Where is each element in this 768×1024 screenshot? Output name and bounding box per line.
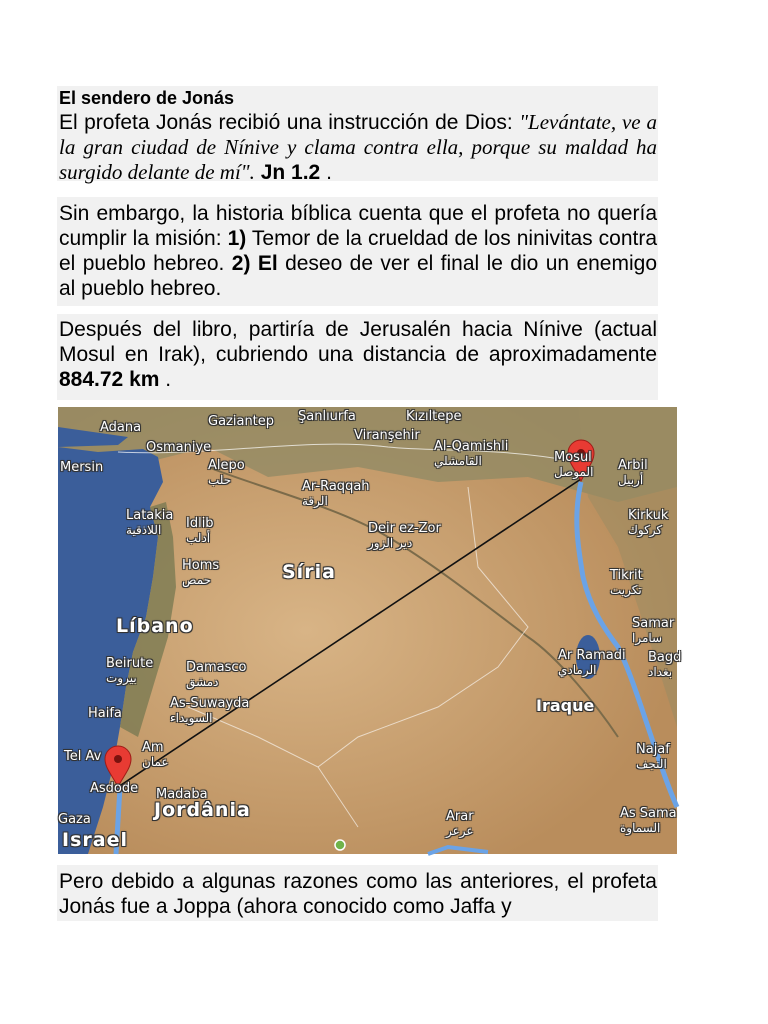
map-label: Ar Ramadi الرمادي xyxy=(558,648,626,677)
map-label: Adana xyxy=(100,420,142,435)
map-label: As Sama السماوة xyxy=(620,806,677,835)
paragraph-text: . xyxy=(320,161,332,184)
country-label: Iraque xyxy=(536,696,595,715)
country-label: Jordânia xyxy=(154,799,251,821)
paragraph-distance xyxy=(59,317,657,392)
route-map xyxy=(58,407,682,854)
paragraph-text: . xyxy=(159,368,172,391)
paragraph-text: Sin embargo, la historia bíblica cuenta que el profeta no quería cumplir la misión: xyxy=(59,202,657,250)
paragraph-text: El profeta Jonás recibió una instrucción de Dios: xyxy=(59,111,520,134)
paragraph-joppa: Pero debido a algunas razones como las anteriores, el profeta Jonás fue a Joppa (ahora conocido como Jaffa y xyxy=(59,870,657,918)
distance-value: 884.72 km xyxy=(59,368,160,391)
reason-number: 1) xyxy=(227,227,247,250)
map-label: Bagd بغداد xyxy=(648,650,682,679)
map-label: Mersin xyxy=(60,460,104,475)
country-label: Israel xyxy=(62,829,128,851)
map-marker xyxy=(335,840,345,850)
map-label: Deir ez-Zor دير الزور xyxy=(368,521,441,550)
map-label: Ar-Raqqah الرقة xyxy=(302,479,370,508)
paragraph-instruction xyxy=(59,110,657,185)
map-label: Latakia اللاذقية xyxy=(126,508,174,537)
map-label: Şanlıurfa xyxy=(298,409,356,424)
map-label: Tikrit تكريت xyxy=(610,568,643,597)
map-label: Arar عرعر xyxy=(446,809,474,838)
map-label: Samar سامرا xyxy=(632,616,675,645)
map-label: Kızıltepe xyxy=(406,409,462,424)
map-label: Kirkuk كركوك xyxy=(628,508,669,537)
country-label: Líbano xyxy=(116,615,194,637)
map-label: As-Suwayda السويداء xyxy=(170,696,250,725)
map-label: Am عمان xyxy=(142,740,169,769)
map-label: Damasco دمشق xyxy=(186,660,247,689)
map-label: Mosul الموصل xyxy=(554,450,594,479)
document-title: El sendero de Jonás xyxy=(59,88,235,108)
map-label: Alepo حلب xyxy=(208,458,245,487)
map-label: Gaza xyxy=(58,812,91,827)
map-label: Osmaniye xyxy=(146,440,212,455)
map-label: Viranşehir xyxy=(354,428,420,443)
reason-number: 2) El xyxy=(231,252,278,275)
map-label: Beirute بيروت xyxy=(106,656,154,685)
bible-quote: "Levántate, ve a la gran ciudad de Nínive y clama contra ella, porque su maldad ha surgido delante de mí". xyxy=(59,110,657,184)
country-label: Síria xyxy=(282,561,336,583)
map-label: Arbil أربيل xyxy=(618,458,648,487)
map-label: Homs حمص xyxy=(182,558,220,587)
map-label: Idlib أدلب xyxy=(186,516,214,545)
paragraph-reasons xyxy=(59,201,657,301)
map-label: Haifa xyxy=(88,706,122,721)
map-label: Najaf النجف xyxy=(636,742,670,771)
paragraph-text: Temor de la crueldad de los ninivitas contra el pueblo hebreo. xyxy=(59,227,657,275)
bible-reference: Jn 1.2 xyxy=(260,161,321,184)
paragraph-text: deseo de ver el final le dio un enemigo al pueblo hebreo. xyxy=(59,252,657,300)
map-label: Madaba xyxy=(156,787,208,802)
paragraph-text: Después del libro, partiría de Jerusalén hacia Nínive (actual Mosul en Irak), cubriendo una distancia de aproximadamente xyxy=(59,318,657,366)
map-label: Al-Qamishli القامشلي xyxy=(434,439,509,468)
map-label: Gaziantep xyxy=(208,414,275,429)
map-label: Tel Av xyxy=(64,749,102,764)
map-label: Asdode xyxy=(90,781,139,796)
